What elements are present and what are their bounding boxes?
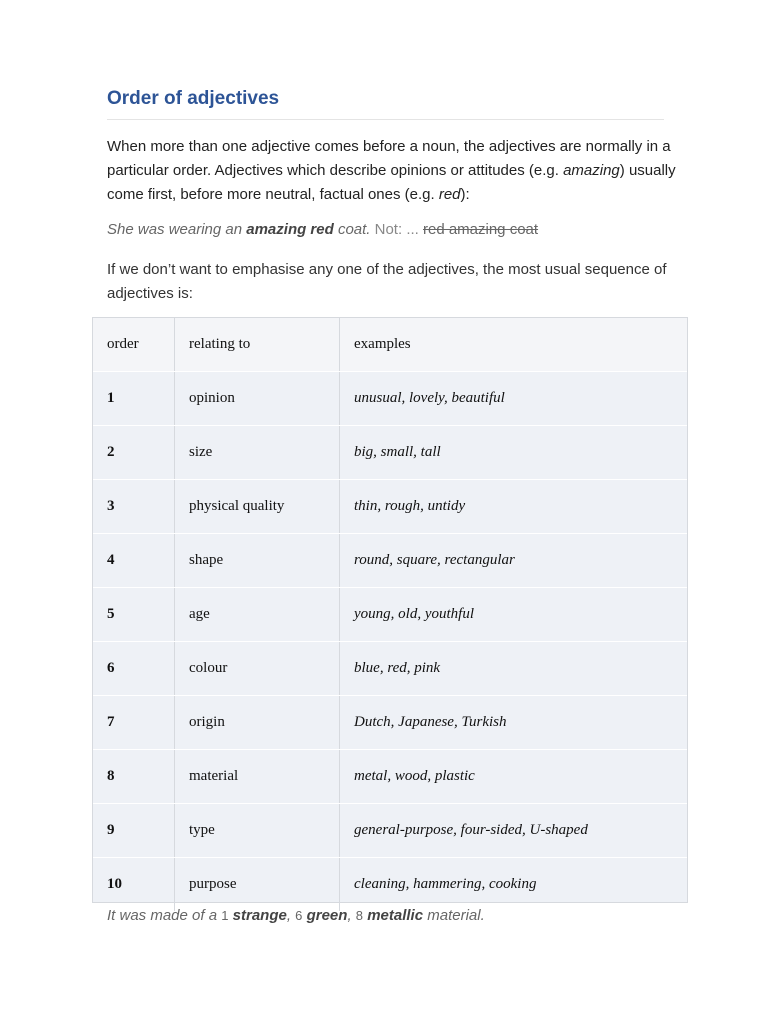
- cell-examples: blue, red, pink: [340, 642, 688, 696]
- intro-example-amazing: amazing: [563, 162, 620, 179]
- footer-word-strange: strange: [232, 907, 287, 924]
- table-row: [93, 804, 687, 858]
- example-not: Not: ...: [370, 221, 423, 238]
- cell-examples: thin, rough, untidy: [340, 480, 688, 534]
- cell-order: 6: [93, 642, 175, 696]
- cell-examples: cleaning, hammering, cooking: [354, 876, 537, 892]
- cell-order: 9: [93, 804, 175, 858]
- table-header-row: [93, 318, 687, 372]
- cell-order: 4: [93, 534, 175, 588]
- cell-order: 2: [93, 426, 175, 480]
- cell-examples: metal, wood, plastic: [340, 750, 688, 804]
- example-sentence: [107, 221, 538, 238]
- cell-relating: physical quality: [175, 480, 340, 534]
- intro-example-red: red: [438, 186, 461, 203]
- table-row: [93, 858, 687, 912]
- example-tail: coat.: [333, 221, 371, 238]
- footer-sep-2: ,: [347, 907, 356, 924]
- cell-relating: age: [175, 588, 340, 642]
- intro-text-1: When more than one adjective comes before a noun, the adjectives are normally in a particular order. Adjectives which describe opinions or attitudes (e.g.: [107, 138, 671, 179]
- table-row: [93, 372, 687, 426]
- table-row: [93, 750, 687, 804]
- footer-example: [107, 907, 485, 924]
- footer-lead: It was made of a: [107, 907, 222, 924]
- example-struck: red amazing coat: [422, 221, 539, 238]
- footer-num-8: 8: [355, 908, 364, 923]
- table-row: [93, 588, 687, 642]
- cell-relating: material: [175, 750, 340, 804]
- intro-paragraph: [107, 135, 677, 207]
- cell-examples: unusual, lovely, beautiful: [340, 372, 688, 426]
- footer-word-green: green: [306, 907, 348, 924]
- cell-examples: Dutch, Japanese, Turkish: [340, 696, 688, 750]
- header-relating-to: relating to: [175, 318, 340, 372]
- example-lead: She was wearing an: [107, 221, 247, 238]
- table-row: [93, 480, 687, 534]
- cell-order: 7: [93, 696, 175, 750]
- cell-relating: type: [175, 804, 340, 858]
- cell-order: 10: [93, 858, 175, 912]
- cell-order: 1: [93, 372, 175, 426]
- example-bold: amazing red: [246, 221, 334, 238]
- cell-order: 5: [93, 588, 175, 642]
- footer-tail: material.: [423, 907, 485, 924]
- header-order: order: [93, 318, 175, 372]
- title-divider: [107, 119, 664, 120]
- cell-relating: size: [175, 426, 340, 480]
- cell-examples: young, old, youthful: [340, 588, 688, 642]
- cell-examples: general-purpose, four-sided, U-shaped: [340, 804, 688, 858]
- footer-word-metallic: metallic: [367, 907, 424, 924]
- intro-text-2: ) usually come first, before more neutral, factual ones (e.g.: [107, 162, 676, 203]
- cell-relating: opinion: [175, 372, 340, 426]
- intro-text-3: ):: [460, 186, 470, 203]
- footer-num-1: 1: [221, 908, 229, 923]
- table-row: [93, 426, 687, 480]
- cell-examples: big, small, tall: [340, 426, 688, 480]
- cell-order: 8: [93, 750, 175, 804]
- cell-relating: origin: [175, 696, 340, 750]
- cell-relating: shape: [175, 534, 340, 588]
- cell-examples: round, square, rectangular: [340, 534, 688, 588]
- table-row: [93, 696, 687, 750]
- table-row: [93, 534, 687, 588]
- cell-relating: purpose: [175, 858, 340, 912]
- cell-relating: colour: [175, 642, 340, 696]
- table-row: [93, 642, 687, 696]
- header-examples: examples: [340, 318, 688, 372]
- footer-num-6: 6: [295, 908, 303, 923]
- sequence-paragraph: If we don’t want to emphasise any one of the adjectives, the most usual sequence of adjectives is:: [107, 261, 667, 302]
- adjective-order-table: [92, 317, 688, 903]
- page-title: Order of adjectives: [107, 88, 280, 109]
- cell-order: 3: [93, 480, 175, 534]
- footer-sep-1: ,: [286, 907, 296, 924]
